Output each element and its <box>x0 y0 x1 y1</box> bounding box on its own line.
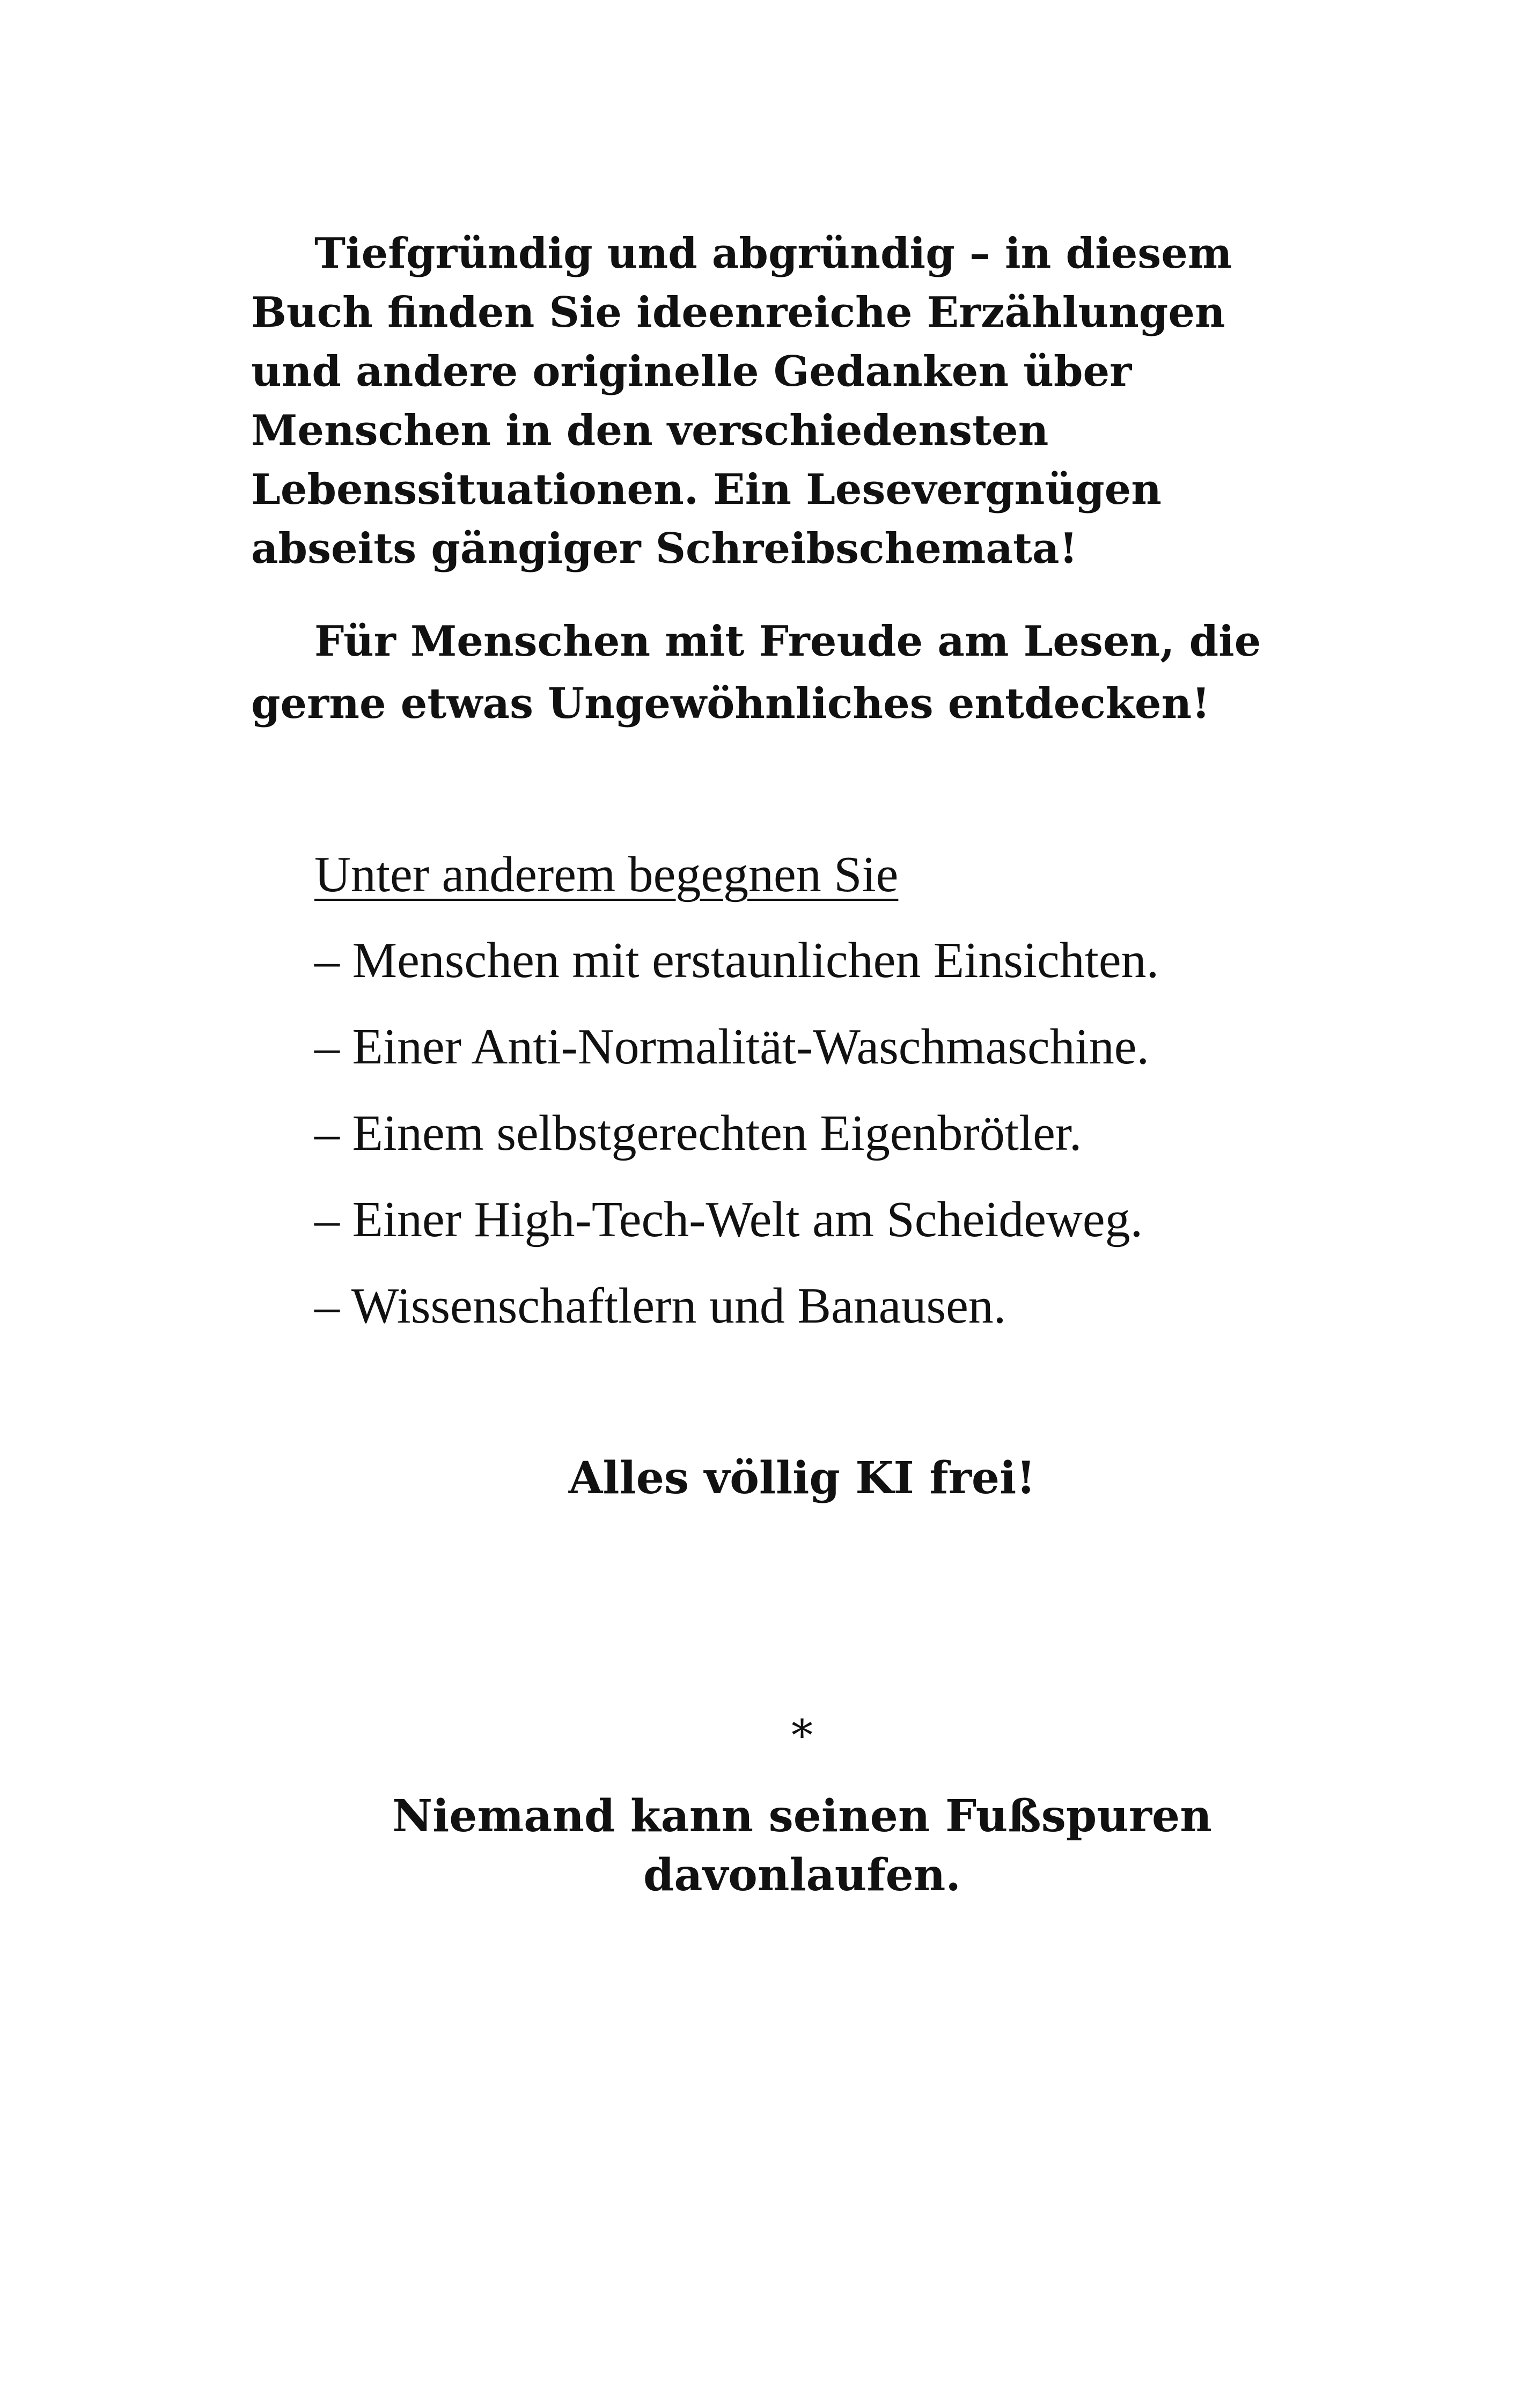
list-heading: Unter anderem begegnen Sie <box>314 847 899 902</box>
list-item: – Einem selbstgerechten Eigenbrötler. <box>314 1105 1082 1161</box>
intro-paragraph: Tiefgründig und abgründig – in diesem Buch finden Sie ideenreiche Erzählungen und andere originelle Gedanken über Menschen in den verschiedensten Lebenssituationen. Ein Lesevergnügen abseits gängiger Schreibschemata! <box>251 229 1232 573</box>
list-item: – Einer Anti-Normalität-Waschmaschine. <box>314 1019 1150 1075</box>
audience-paragraph: Für Menschen mit Freude am Lesen, die gerne etwas Ungewöhnliches entdecken! <box>251 617 1261 728</box>
section-separator: * <box>791 1710 813 1760</box>
motto-line: Niemand kann seinen Fußspuren <box>392 1790 1212 1842</box>
list-item: – Menschen mit erstaunlichen Einsichten. <box>314 933 1159 988</box>
motto-line: davonlaufen. <box>643 1849 961 1901</box>
motto <box>0 1787 1521 1905</box>
slogan: Alles völlig KI frei! <box>568 1452 1036 1504</box>
list-item: – Einer High-Tech-Welt am Scheideweg. <box>314 1192 1143 1247</box>
encounter-list <box>314 931 1159 1363</box>
list-item: – Wissenschaftlern und Banausen. <box>314 1278 1006 1334</box>
